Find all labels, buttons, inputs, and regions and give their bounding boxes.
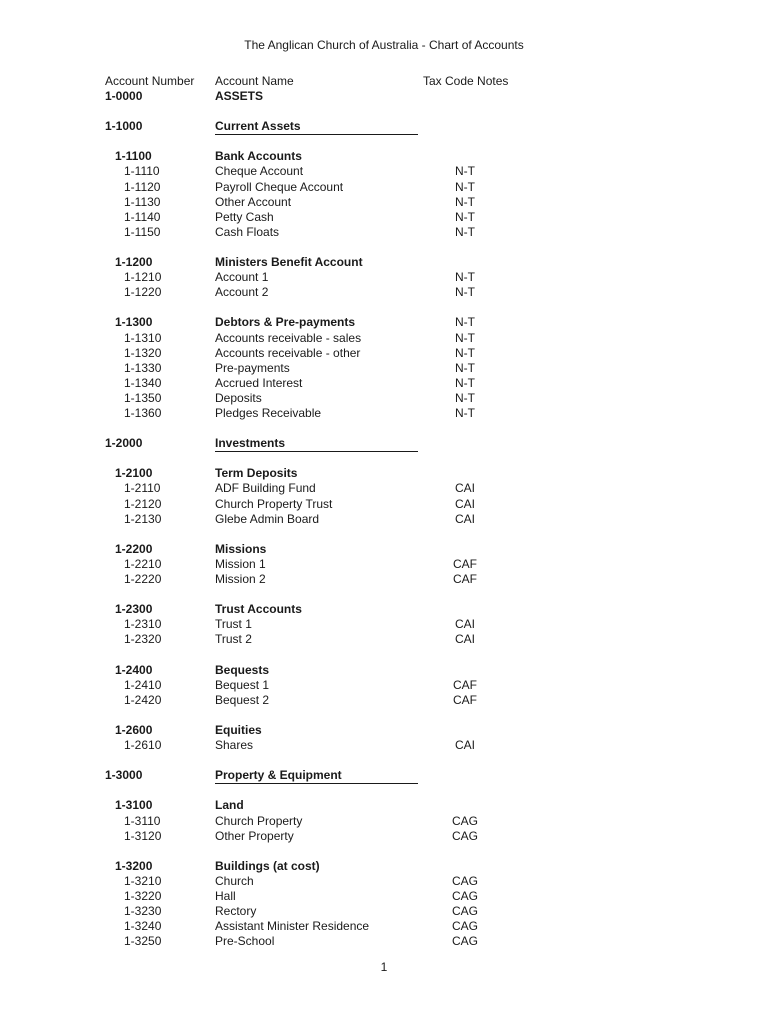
account-number: 1-2320 [124,632,162,647]
tax-code: N-T [455,224,475,239]
account-row [0,285,768,300]
tax-code: N-T [455,209,475,224]
account-number: 1-3220 [124,888,162,903]
account-name: Church Property [215,813,303,828]
account-name: ASSETS [215,89,264,103]
account-name: Rectory [215,904,257,919]
tax-code: CAF [453,677,477,692]
account-name: Other Property [215,828,294,843]
account-row [0,376,768,391]
account-category-row [0,89,768,104]
tax-code: CAI [454,632,475,647]
account-row [0,164,768,179]
row-spacer [0,421,768,436]
row-spacer [0,240,768,255]
account-section-row [0,436,768,451]
column-header-row [0,74,768,88]
tax-code: N-T [455,360,475,375]
account-group-row [0,255,768,270]
tax-code: N-T [455,375,475,390]
account-name: Hall [215,888,236,903]
account-section-row [0,768,768,783]
account-number: 1-1360 [124,405,162,420]
account-name: Missions [215,541,267,556]
account-number: 1-2200 [115,541,153,556]
account-number: 1-1310 [124,330,162,345]
account-row [0,512,768,527]
account-name: Pre-School [215,934,275,949]
tax-code: N-T [455,164,475,179]
account-name: Church Property Trust [215,496,333,511]
account-name: Assistant Minister Residence [215,919,370,934]
account-name: Pre-payments [215,360,290,375]
account-row [0,814,768,829]
account-name: Bank Accounts [215,149,302,164]
account-number: 1-1100 [115,149,152,164]
account-name: Shares [215,738,254,753]
account-name: ADF Building Fund [215,481,316,496]
accounts-list [0,89,768,949]
account-number: 1-3120 [124,828,162,843]
account-name: Debtors & Pre-payments [215,315,356,330]
row-spacer [0,104,768,119]
account-name: Trust 1 [215,617,252,632]
header-account-number: Account Number [105,74,195,88]
account-number: 1-2420 [124,692,162,707]
account-number: 1-2210 [124,556,162,571]
account-number: 1-0000 [105,89,143,103]
account-number: 1-2220 [124,572,162,586]
account-row [0,557,768,572]
header-account-name: Account Name [215,74,294,88]
account-name: Glebe Admin Board [215,511,320,526]
account-group-row [0,542,768,557]
account-number: 1-1210 [124,270,162,285]
row-spacer [0,647,768,662]
account-number: 1-2300 [115,602,153,617]
account-name: Payroll Cheque Account [215,179,344,194]
account-row [0,195,768,210]
account-row [0,889,768,904]
account-name: Ministers Benefit Account [215,255,363,270]
account-number: 1-3230 [124,904,162,919]
account-name: Bequest 2 [215,692,270,707]
account-name: Deposits [215,390,262,405]
account-name: Bequest 1 [215,677,270,692]
account-name: Accounts receivable - other [215,345,361,360]
tax-code: N-T [455,270,475,285]
tax-code: N-T [455,390,475,405]
account-name: Mission 2 [215,572,266,586]
account-row [0,225,768,240]
account-number: 1-2100 [115,466,153,481]
account-number: 1-2610 [124,738,162,753]
account-row [0,331,768,346]
account-number: 1-3200 [115,858,153,873]
account-number: 1-3100 [115,798,153,813]
row-spacer [0,844,768,859]
row-spacer [0,134,768,149]
tax-code: N-T [455,330,475,345]
account-row [0,391,768,406]
account-number: 1-3110 [124,813,161,828]
account-group-row [0,663,768,678]
tax-code: CAG [451,828,478,843]
account-number: 1-1130 [124,194,161,209]
account-number: 1-2120 [124,496,162,511]
tax-code: CAF [453,572,477,586]
account-row [0,572,768,587]
account-name: Investments [215,436,418,452]
account-name: Mission 1 [215,556,266,571]
account-number: 1-3250 [124,934,162,949]
account-name: Pledges Receivable [215,405,322,420]
account-row [0,617,768,632]
account-row [0,919,768,934]
account-number: 1-3240 [124,919,162,934]
account-number: 1-2130 [124,511,162,526]
account-number: 1-3210 [124,873,162,888]
tax-code: CAI [454,738,475,753]
account-name: Other Account [215,194,292,209]
tax-code: N-T [455,194,475,209]
tax-code: N-T [455,315,475,330]
account-group-row [0,466,768,481]
account-number: 1-2400 [115,662,153,677]
account-name: Current Assets [215,119,418,135]
account-row [0,904,768,919]
account-number: 1-1110 [124,164,160,179]
tax-code: CAI [454,617,475,632]
account-row [0,632,768,647]
account-number: 1-1150 [124,224,161,239]
tax-code: CAG [451,873,478,888]
tax-code: CAG [451,813,478,828]
account-name: Term Deposits [215,466,298,481]
tax-code: CAG [451,934,478,949]
tax-code: CAF [453,692,477,707]
account-number: 1-1120 [124,179,161,194]
tax-code: CAF [453,556,477,571]
tax-code: CAG [451,888,478,903]
account-row [0,180,768,195]
account-number: 1-1200 [115,255,153,270]
account-number: 1-1340 [124,375,162,390]
account-number: 1-1140 [124,209,161,224]
account-name: Cash Floats [215,224,280,239]
account-name: Petty Cash [215,209,274,224]
tax-code: N-T [455,405,475,420]
account-name: Trust Accounts [215,602,302,617]
account-name: Property & Equipment [215,768,418,784]
account-group-row [0,798,768,813]
account-name: Equities [215,722,262,737]
account-name: Trust 2 [215,632,252,647]
account-number: 1-2110 [124,481,161,496]
row-spacer [0,527,768,542]
account-row [0,934,768,949]
account-group-row [0,315,768,330]
account-number: 1-2310 [124,617,162,632]
row-spacer [0,300,768,315]
account-name: Land [215,798,244,813]
account-number: 1-1300 [115,315,153,330]
row-spacer [0,587,768,602]
page-number: 1 [380,960,388,974]
account-number: 1-1220 [124,285,162,300]
tax-code: CAI [454,511,475,526]
account-row [0,481,768,496]
account-row [0,738,768,753]
row-spacer [0,783,768,798]
account-number: 1-1320 [124,345,162,360]
row-spacer [0,708,768,723]
account-name: Buildings (at cost) [215,858,320,873]
tax-code: N-T [455,345,475,360]
account-number: 1-2000 [105,436,143,451]
account-group-row [0,723,768,738]
account-row [0,874,768,889]
tax-code: CAG [451,904,478,919]
account-name: Bequests [215,662,270,677]
tax-code: CAG [451,919,478,934]
account-row [0,829,768,844]
account-row [0,678,768,693]
account-name: Accrued Interest [215,375,303,390]
account-group-row [0,149,768,164]
account-row [0,497,768,512]
header-tax-code-notes: Tax Code Notes [423,74,509,88]
account-number: 1-2600 [115,722,153,737]
account-section-row [0,119,768,134]
account-number: 1-2410 [124,677,162,692]
row-spacer [0,451,768,466]
account-row [0,693,768,708]
tax-code: CAI [454,481,475,496]
account-name: Church [215,873,254,888]
account-row [0,406,768,421]
page-title: The Anglican Church of Australia - Chart of Accounts [244,38,524,52]
account-name: Account 1 [215,270,269,285]
account-name: Account 2 [215,285,269,300]
account-group-row [0,602,768,617]
account-number: 1-1350 [124,390,162,405]
tax-code: N-T [455,285,475,300]
account-name: Cheque Account [215,164,304,179]
account-row [0,270,768,285]
account-row [0,361,768,376]
account-number: 1-1330 [124,360,162,375]
account-row [0,210,768,225]
account-group-row [0,859,768,874]
tax-code: N-T [455,179,475,194]
account-number: 1-1000 [105,119,143,134]
tax-code: CAI [454,496,475,511]
account-name: Accounts receivable - sales [215,330,362,345]
account-row [0,346,768,361]
account-number: 1-3000 [105,768,143,783]
row-spacer [0,753,768,768]
